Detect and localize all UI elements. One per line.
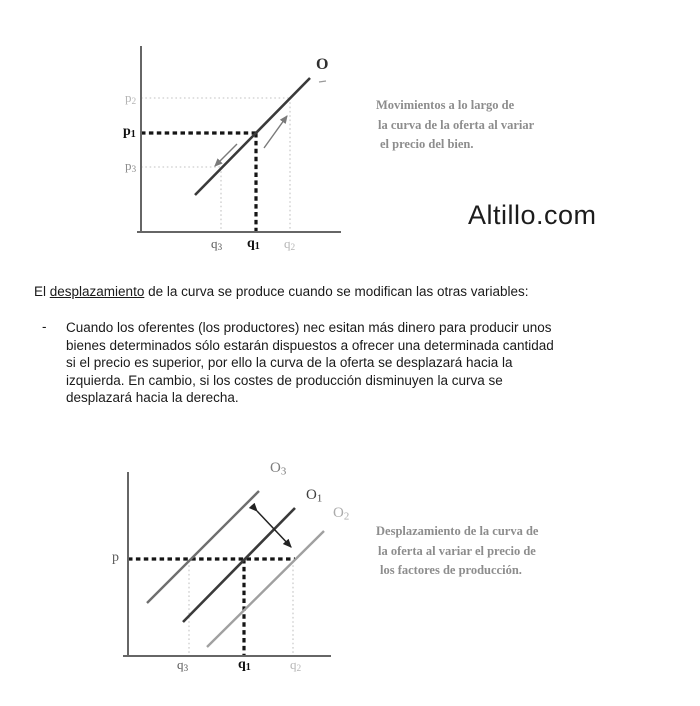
bullet-line: izquierda. En cambio, si los costes de producción disminuyen la curva se <box>66 372 503 388</box>
bullet-line: Cuando los oferentes (los productores) nec esitan más dinero para producir unos <box>66 320 552 335</box>
tick-under-curve-label <box>319 81 326 82</box>
supply-curve-o2 <box>207 531 324 647</box>
label-base: q <box>284 236 291 251</box>
dotted-guide-lines <box>189 561 293 656</box>
figure2-caption <box>376 522 538 581</box>
quantity-label-q3 <box>177 658 188 674</box>
label-sub: 2 <box>290 243 296 254</box>
label-sub: 3 <box>280 465 287 478</box>
paragraph-lead: El <box>34 284 50 299</box>
bullet-paragraph <box>66 319 554 407</box>
curve-label-o1 <box>306 488 322 504</box>
supply-shift-chart <box>110 450 355 665</box>
curve-label-o: O <box>316 56 329 73</box>
quantity-label-q2 <box>290 658 301 674</box>
quantity-label-q1 <box>247 237 260 252</box>
label-sub: 3 <box>217 243 223 254</box>
label-sub: 1 <box>254 241 260 253</box>
quantity-label-q1 <box>238 658 251 673</box>
figure1-caption <box>376 96 534 155</box>
label-base: p <box>125 158 132 173</box>
curve-label-o2 <box>333 506 349 522</box>
paragraph-rest: de la curva se produce cuando se modifican las otras variables: <box>144 284 529 299</box>
label-sub: 2 <box>296 664 302 675</box>
price-label-p2 <box>125 91 136 107</box>
price-label-p: p <box>112 550 119 565</box>
caption-line: Movimientos a lo largo de <box>376 98 515 112</box>
bullet-line: desplazará hacia la derecha. <box>66 390 239 406</box>
label-base: p <box>125 90 132 105</box>
caption-line: los factores de producción. <box>380 563 522 577</box>
supply-curve-o3 <box>147 491 259 603</box>
price-label-p3 <box>125 159 136 175</box>
caption-line: el precio del bien. <box>380 137 474 151</box>
supply-curve-o1 <box>183 508 295 622</box>
label-base: p <box>123 124 131 139</box>
quantity-label-q2 <box>284 237 295 253</box>
label-base: O <box>270 460 281 476</box>
price-label-p1 <box>123 125 136 140</box>
label-sub: 1 <box>316 492 323 505</box>
bullet-line: bienes determinados sólo estarán dispuestos a ofrecer una determinada cantidad <box>66 337 554 353</box>
bullet-dash: - <box>42 319 47 334</box>
caption-line: Desplazamiento de la curva de <box>376 524 539 538</box>
watermark-altillo: Altillo.com <box>468 200 597 230</box>
intro-paragraph <box>34 283 529 301</box>
label-sub: 3 <box>183 664 189 675</box>
label-base: q <box>238 657 246 672</box>
label-base: q <box>177 657 184 672</box>
supply-movement-chart <box>100 40 350 245</box>
label-sub: 1 <box>245 662 251 674</box>
p1-q1-dashed-lines <box>141 133 256 232</box>
caption-line: la curva de la oferta al variar <box>378 117 535 132</box>
label-sub: 3 <box>131 165 137 176</box>
underlined-word: desplazamiento <box>49 284 145 299</box>
label-base: q <box>290 657 297 672</box>
label-base: q <box>247 236 255 251</box>
quantity-label-q3 <box>211 237 222 253</box>
label-sub: 2 <box>131 97 137 108</box>
label-sub: 2 <box>343 510 350 523</box>
axes <box>137 46 341 232</box>
label-base: O <box>333 505 344 521</box>
curve-label-o3 <box>270 461 286 477</box>
caption-line: la oferta al variar el precio de <box>378 543 536 558</box>
label-base: O <box>306 487 317 503</box>
label-sub: 1 <box>130 129 136 141</box>
bullet-line: si el precio es superior, por ello la curva de la oferta se desplazará hacia la <box>66 355 513 371</box>
supply-curve-line <box>195 78 310 195</box>
label-base: q <box>211 236 218 251</box>
